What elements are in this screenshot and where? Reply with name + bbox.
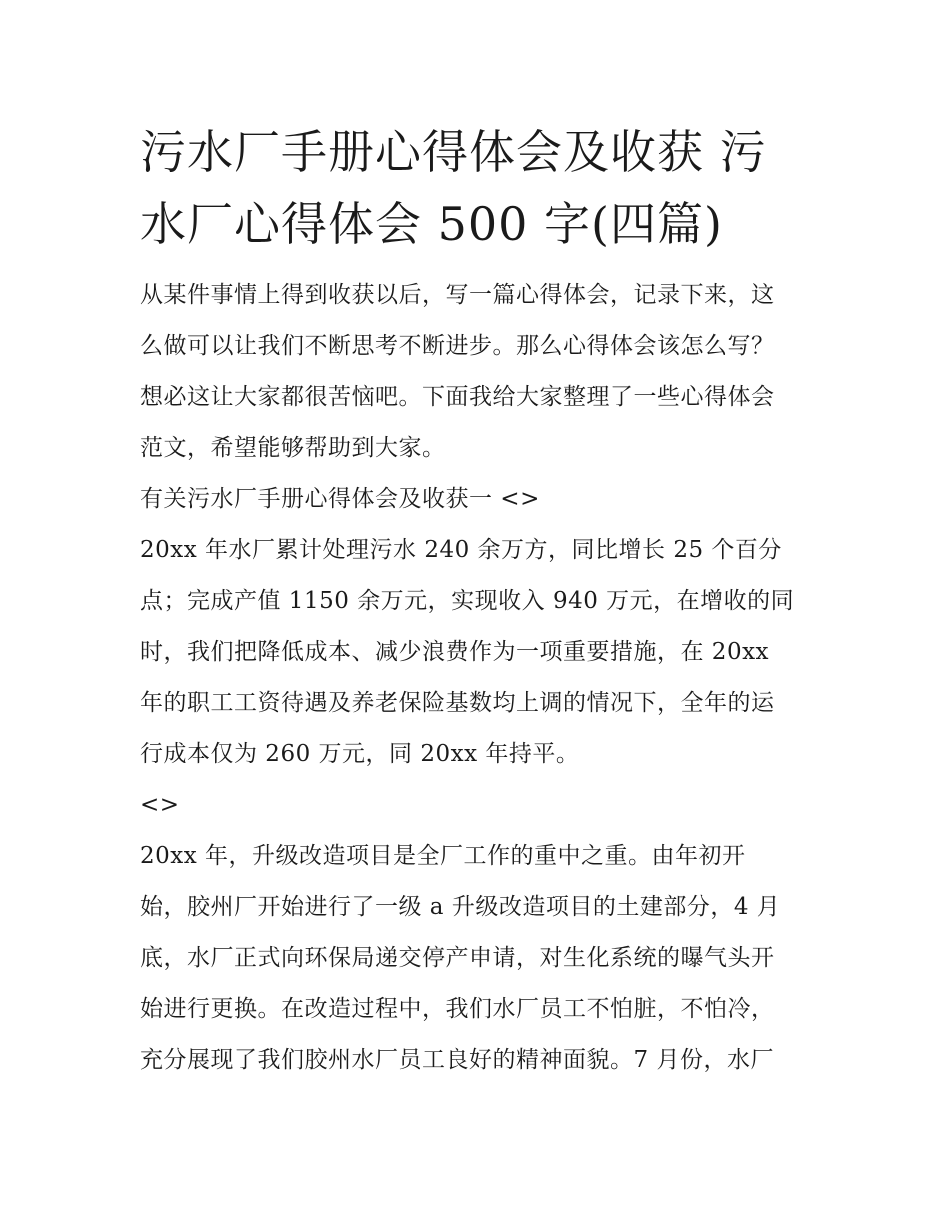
intro-line-3: 想必这让大家都很苦恼吧。下面我给大家整理了一些心得体会 [140,384,775,410]
section-heading-text: 有关污水厂手册心得体会及收获一 <> [140,486,540,512]
paragraph-1 [140,525,814,780]
title-line-2: 水厂心得体会 500 字(四篇) [140,197,723,251]
intro-line-1: 从某件事情上得到收获以后，写一篇心得体会，记录下来，这 [140,282,775,308]
document-page [140,116,814,1086]
paragraph-2 [140,831,814,1086]
p2-line-4: 始进行更换。在改造过程中，我们水厂员工不怕脏，不怕冷， [140,996,775,1022]
p2-line-1: 20xx 年，升级改造项目是全厂工作的重中之重。由年初开 [140,843,746,869]
separator-text: <> [140,792,180,818]
document-title [140,116,814,260]
p1-line-5: 行成本仅为 260 万元，同 20xx 年持平。 [140,741,580,767]
title-line-1: 污水厂手册心得体会及收获 污 [140,125,767,179]
intro-paragraph [140,270,814,474]
intro-line-4: 范文，希望能够帮助到大家。 [140,435,446,461]
p1-line-3: 时，我们把降低成本、减少浪费作为一项重要措施，在 20xx [140,639,770,665]
p1-line-4: 年的职工工资待遇及养老保险基数均上调的情况下，全年的运 [140,690,775,716]
p1-line-1: 20xx 年水厂累计处理污水 240 余万方，同比增长 25 个百分 [140,537,782,563]
section-heading [140,474,814,525]
p2-line-3: 底，水厂正式向环保局递交停产申请，对生化系统的曝气头开 [140,945,775,971]
p2-line-5: 充分展现了我们胶州水厂员工良好的精神面貌。7 月份，水厂 [140,1047,774,1073]
p2-line-2: 始，胶州厂开始进行了一级 a 升级改造项目的土建部分，4 月 [140,894,781,920]
separator [140,780,814,831]
intro-line-2: 么做可以让我们不断思考不断进步。那么心得体会该怎么写？ [140,333,775,359]
p1-line-2: 点；完成产值 1150 余万元，实现收入 940 万元，在增收的同 [140,588,795,614]
